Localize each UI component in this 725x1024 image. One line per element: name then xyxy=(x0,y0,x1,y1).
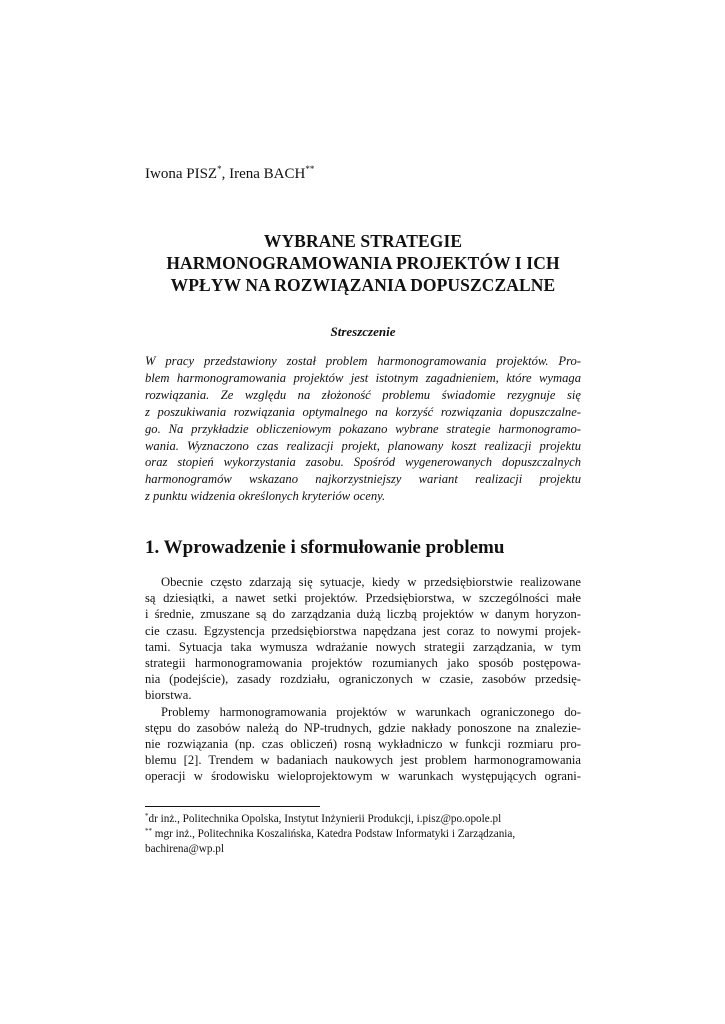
abstract-line: W pracy przedstawiony został problem harmonogramowania projektów. Pro- xyxy=(145,354,581,368)
body-line: są dziesiątki, a nawet setki projektów. Przedsiębiorstwa, w szczególności małe xyxy=(145,591,581,606)
abstract-line: rozwiązania. Ze względu na złożoność problemu świadomie rezygnuje się xyxy=(145,387,581,402)
title-line: WYBRANE STRATEGIE xyxy=(263,231,463,251)
abstract-line: blem harmonogramowania projektów jest istotnym zagadnieniem, które wymaga xyxy=(145,370,581,385)
author-1-name: Iwona PISZ xyxy=(145,166,218,182)
abstract-line: wania. Wyznaczono czas realizacji projekt, planowany koszt realizacji projektu xyxy=(145,438,581,453)
body-line: i średnie, zmuszane są do zarządzania dużą liczbą projektów w danym horyzon- xyxy=(145,607,581,622)
footnote-divider xyxy=(145,806,320,807)
body-line: strategii harmonogramowania projektów rozumianych jako sposób postępowa- xyxy=(145,656,581,671)
author-separator: , xyxy=(221,166,230,182)
abstract-line: z punktu widzenia określonych kryteriów oceny. xyxy=(145,489,386,504)
abstract-line: oraz stopień wykorzystania zasobu. Spośród wygenerowanych dopuszczalnych xyxy=(145,455,581,470)
body-line: cie czasu. Egzystencja przedsiębiorstwa napędzana jest coraz to nowymi projek- xyxy=(145,623,581,638)
body-line: Problemy harmonogramowania projektów w warunkach ograniczonego do- xyxy=(161,704,581,719)
author-2-footnote-mark: ** xyxy=(305,164,315,174)
abstract-line: harmonogramów wskazano najkorzystniejszy wariant realizacji projektu xyxy=(145,472,581,487)
body-line: nia (podejście), zasady rozdziału, ograniczonych w czasie, zasobów przedsię- xyxy=(145,672,581,687)
body-line: nie rozwiązania (np. czas obliczeń) rosną wykładniczo w funkcji rozmiaru pro- xyxy=(145,737,581,752)
abstract-heading: Streszczenie xyxy=(330,324,396,339)
body-line: tami. Sytuacja taka wymusza wdrażanie nowych strategii zarządzania, w tym xyxy=(145,639,581,654)
section-body xyxy=(145,574,581,785)
footnote-2 xyxy=(145,827,581,842)
abstract-line: go. Na przykładzie obliczeniowym pokazano wybrane strategie harmonogramo- xyxy=(145,421,581,436)
abstract-line: z poszukiwania rozwiązania optymalnego na korzyść rozwiązania dopuszczalne- xyxy=(145,404,581,419)
author-line xyxy=(145,166,314,183)
body-line: blemu [2]. Trendem w badaniach naukowych jest problem harmonogramowania xyxy=(145,753,581,768)
abstract-body xyxy=(145,353,581,505)
author-1-footnote-mark: * xyxy=(217,164,222,174)
section-heading: 1. Wprowadzenie i sformułowanie problemu xyxy=(145,537,505,558)
title-line: WPŁYW NA ROZWIĄZANIA DOPUSZCZALNE xyxy=(170,275,556,295)
footnote-1 xyxy=(145,812,581,827)
footnotes xyxy=(145,812,581,856)
footnote-1-text: dr inż., Politechnika Opolska, Instytut Inżynierii Produkcji, i.pisz@po.opole.pl xyxy=(148,813,502,825)
footnote-1-mark: * xyxy=(145,812,149,820)
body-line: biorstwa. xyxy=(145,688,192,703)
body-line: Obecnie często zdarzają się sytuacje, kiedy w przedsiębiorstwie realizowane xyxy=(161,575,581,589)
author-2-name: Irena BACH xyxy=(229,166,306,182)
body-line: stępu do zasobów należą do NP-trudnych, gdzie nakłady ponoszone na znalezie- xyxy=(145,720,581,735)
paper-title xyxy=(145,230,581,296)
footnote-2-mark: ** xyxy=(145,826,152,835)
title-line: HARMONOGRAMOWANIA PROJEKTÓW I ICH xyxy=(166,253,560,273)
footnote-2-continuation: bachirena@wp.pl xyxy=(145,842,224,855)
footnote-2-text: mgr inż., Politechnika Koszalińska, Katedra Podstaw Informatyki i Zarządzania, xyxy=(152,827,516,840)
body-line: operacji w środowisku wieloprojektowym w warunkach występujących ograni- xyxy=(145,769,581,784)
